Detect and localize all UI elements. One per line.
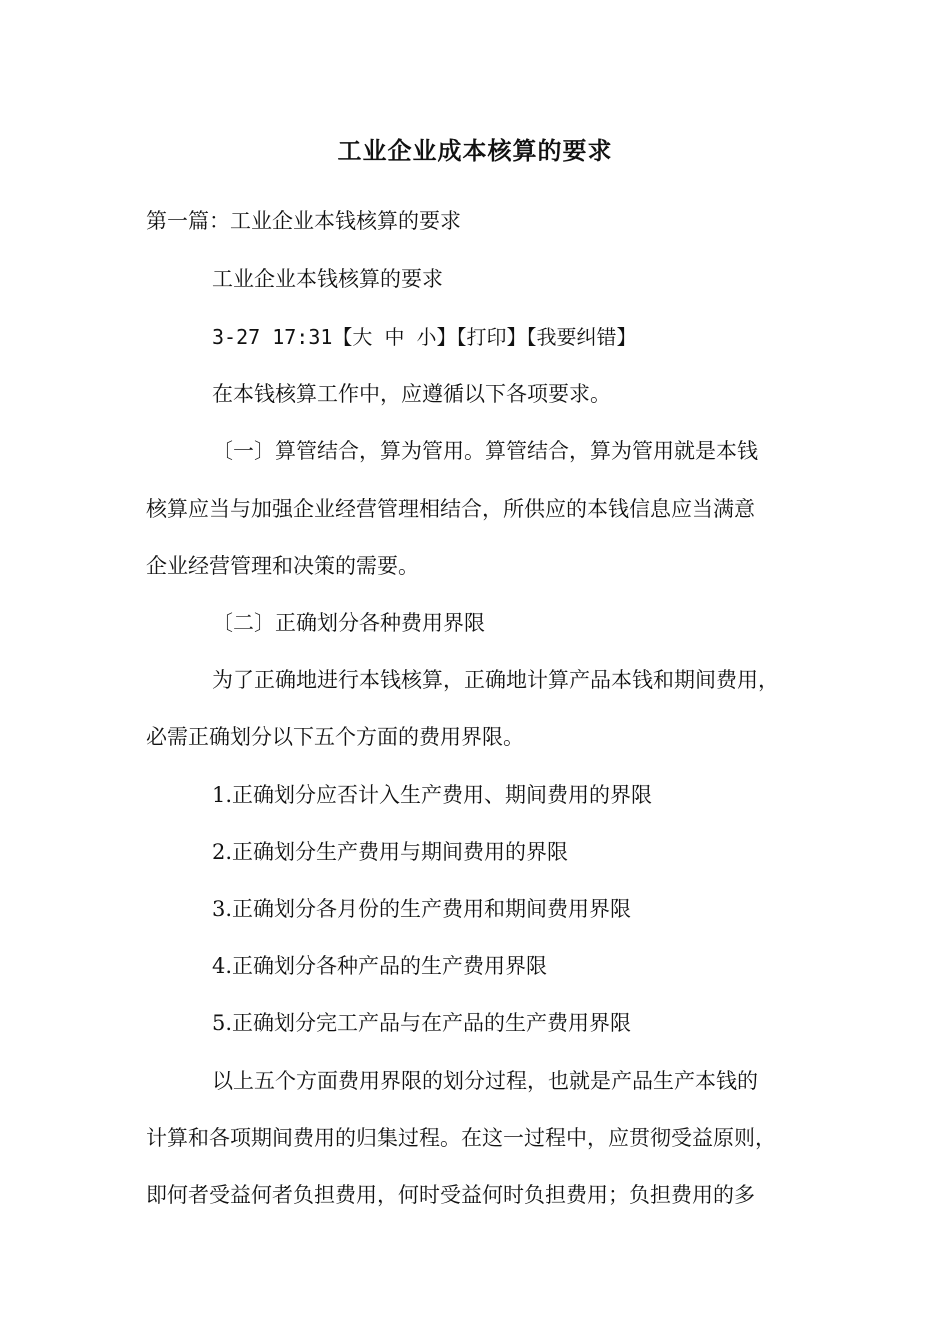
list-item: 2.正确划分生产费用与期间费用的界限	[212, 840, 569, 864]
print-link[interactable]: 【打印】	[456, 325, 527, 349]
paragraph-line: 在本钱核算工作中，应遵循以下各项要求。	[212, 382, 611, 406]
list-item: 5.正确划分完工产品与在产品的生产费用界限	[212, 1011, 632, 1035]
paragraph-line: 企业经营管理和决策的需要。	[146, 554, 419, 578]
article-datetime: 3-27 17:31	[212, 325, 333, 349]
font-size-medium-link[interactable]: 中	[384, 325, 405, 349]
document-title: 工业企业成本核算的要求	[337, 137, 613, 165]
article-meta	[212, 322, 637, 352]
article-title: 工业企业本钱核算的要求	[212, 267, 443, 291]
paragraph-line: 为了正确地进行本钱核算，正确地计算产品本钱和期间费用，	[212, 668, 779, 692]
paragraph-line: 计算和各项期间费用的归集过程。在这一过程中，应贯彻受益原则，	[146, 1126, 776, 1150]
paragraph-line: 以上五个方面费用界限的划分过程，也就是产品生产本钱的	[212, 1069, 758, 1093]
paragraph-line: 〔一〕算管结合，算为管用。算管结合，算为管用就是本钱	[212, 439, 758, 463]
font-size-large-link[interactable]: 【大	[332, 325, 373, 349]
subheading-line: 〔二〕正确划分各种费用界限	[212, 611, 485, 635]
paragraph-line: 必需正确划分以下五个方面的费用界限。	[146, 725, 524, 749]
paragraph-line: 核算应当与加强企业经营管理相结合，所供应的本钱信息应当满意	[146, 497, 755, 521]
report-error-link[interactable]: 【我要纠错】	[526, 325, 637, 349]
list-item: 1.正确划分应否计入生产费用、期间费用的界限	[212, 783, 653, 807]
list-item: 3.正确划分各月份的生产费用和期间费用界限	[212, 897, 632, 921]
list-item: 4.正确划分各种产品的生产费用界限	[212, 954, 548, 978]
section-heading: 第一篇：工业企业本钱核算的要求	[146, 209, 461, 233]
font-size-small-link[interactable]: 小】	[416, 325, 457, 349]
paragraph-line: 即何者受益何者负担费用，何时受益何时负担费用；负担费用的多	[146, 1183, 755, 1207]
